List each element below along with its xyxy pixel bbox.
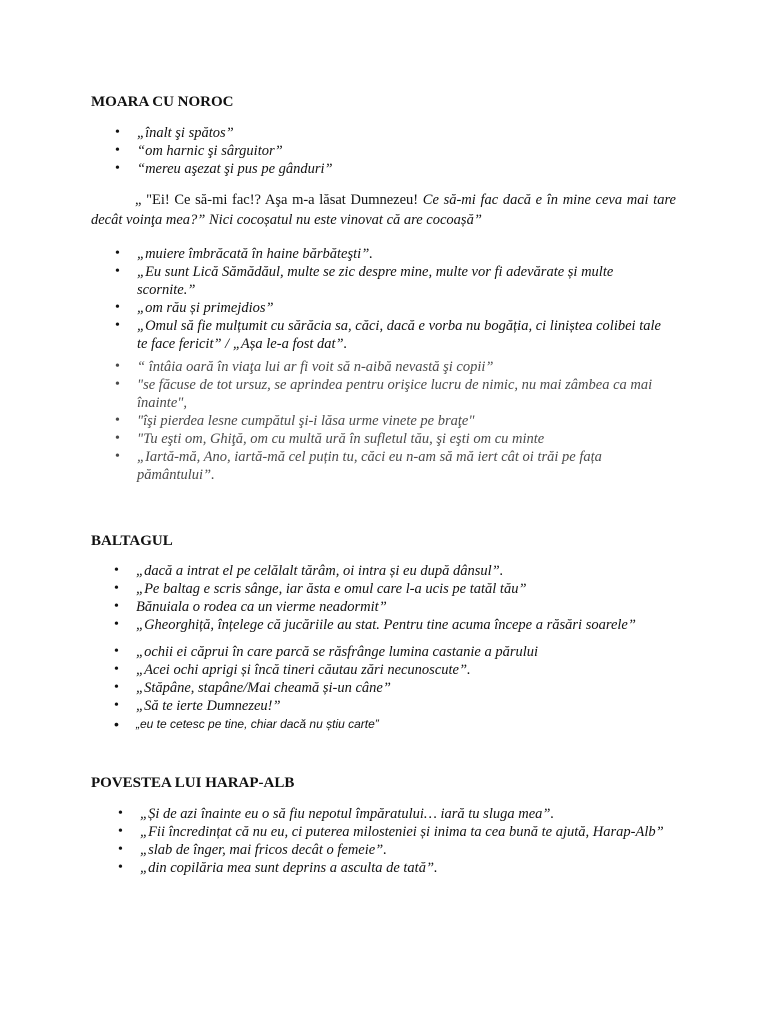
list-item: • “om harnic şi sârguitor”: [137, 142, 677, 160]
quote-paragraph: [91, 190, 676, 230]
list-item: • „înalt şi spătos”: [137, 124, 677, 142]
quote-list-3: [137, 358, 677, 484]
list-item: • Bănuiala o rodea ca un vierme neadormit”: [136, 598, 696, 616]
paragraph-normal-text: „ "Ei! Ce să-mi fac!? Aşa m-a lăsat Dumnezeu!: [135, 192, 423, 208]
quote-list-4: [136, 562, 696, 634]
list-item: • „muiere îmbrăcată în haine bărbăteşti”.: [137, 245, 672, 263]
list-item: • „Acei ochi aprigi și încă tineri căutau zări necunoscute”.: [136, 661, 696, 679]
list-item: • „Și de azi înainte eu o să fiu nepotul împăratului… iară tu sluga mea”.: [140, 805, 665, 823]
list-item: • "îşi pierdea lesne cumpătul şi-i lăsa urme vinete pe braţe": [137, 412, 677, 430]
list-item: • „Gheorghiță, înțelege că jucăriile au stat. Pentru tine acuma începe a răsări soarele”: [136, 616, 696, 634]
list-item: • „Pe baltag e scris sânge, iar ăsta e omul care l-a ucis pe tatăl tău”: [136, 580, 696, 598]
list-item: • „Iartă-mă, Ano, iartă-mă cel puțin tu, căci eu n-am să mă iert cât oi trăi pe fața pământului”.: [137, 448, 677, 484]
quote-list-6: [140, 805, 665, 877]
quote-list-1: [137, 124, 677, 178]
quote-list-2: [137, 245, 672, 353]
paragraph-italic-text: Ce să-mi fac dacă e în mine ceva mai tare decât voinţa mea?” Nici cocoșatul nu este vinovat că are cocoașă”: [91, 192, 676, 228]
list-item: • „Stăpâne, stapâne/Mai cheamă și-un câne”: [136, 679, 696, 697]
list-item: • "Tu eşti om, Ghiţă, om cu multă ură în sufletul tău, şi eşti om cu minte: [137, 430, 677, 448]
list-item: • „eu te cetesc pe tine, chiar dacă nu știu carte”: [136, 715, 696, 733]
list-item: • „Omul să fie mulțumit cu sărăcia sa, căci, dacă e vorba nu bogăția, ci liniștea colibei tale te face fericit” / „Așa le-a fost dat”.: [137, 317, 672, 353]
list-item: • „Fii încredințat că nu eu, ci puterea milosteniei și inima ta cea bună te ajută, Harap-Alb”: [140, 823, 665, 841]
section-title-moara-cu-noroc: MOARA CU NOROC: [91, 94, 234, 110]
list-item: • „din copilăria mea sunt deprins a asculta de tată”.: [140, 859, 665, 877]
list-item: • „Să te ierte Dumnezeu!”: [136, 697, 696, 715]
list-item: • "se făcuse de tot ursuz, se aprindea pentru orişice lucru de nimic, nu mai zâmbea ca mai înainte",: [137, 376, 677, 412]
list-item: • „slab de înger, mai fricos decât o femeie”.: [140, 841, 665, 859]
list-item: • „om rău și primejdios”: [137, 299, 672, 317]
list-item: • „Eu sunt Lică Sămădăul, multe se zic despre mine, multe vor fi adevărate și multe scornite.”: [137, 263, 672, 299]
list-item: • “ întâia oară în viaţa lui ar fi voit să n-aibă nevastă şi copii”: [137, 358, 677, 376]
list-item: • “mereu aşezat şi pus pe gânduri”: [137, 160, 677, 178]
list-item: • „dacă a intrat el pe celălalt tărâm, oi intra și eu după dânsul”.: [136, 562, 696, 580]
section-title-baltagul: BALTAGUL: [91, 533, 173, 549]
section-title-harap-alb: POVESTEA LUI HARAP-ALB: [91, 775, 295, 791]
list-item: • „ochii ei căprui în care parcă se răsfrânge lumina castanie a părului: [136, 643, 696, 661]
quote-list-5: [136, 643, 696, 733]
